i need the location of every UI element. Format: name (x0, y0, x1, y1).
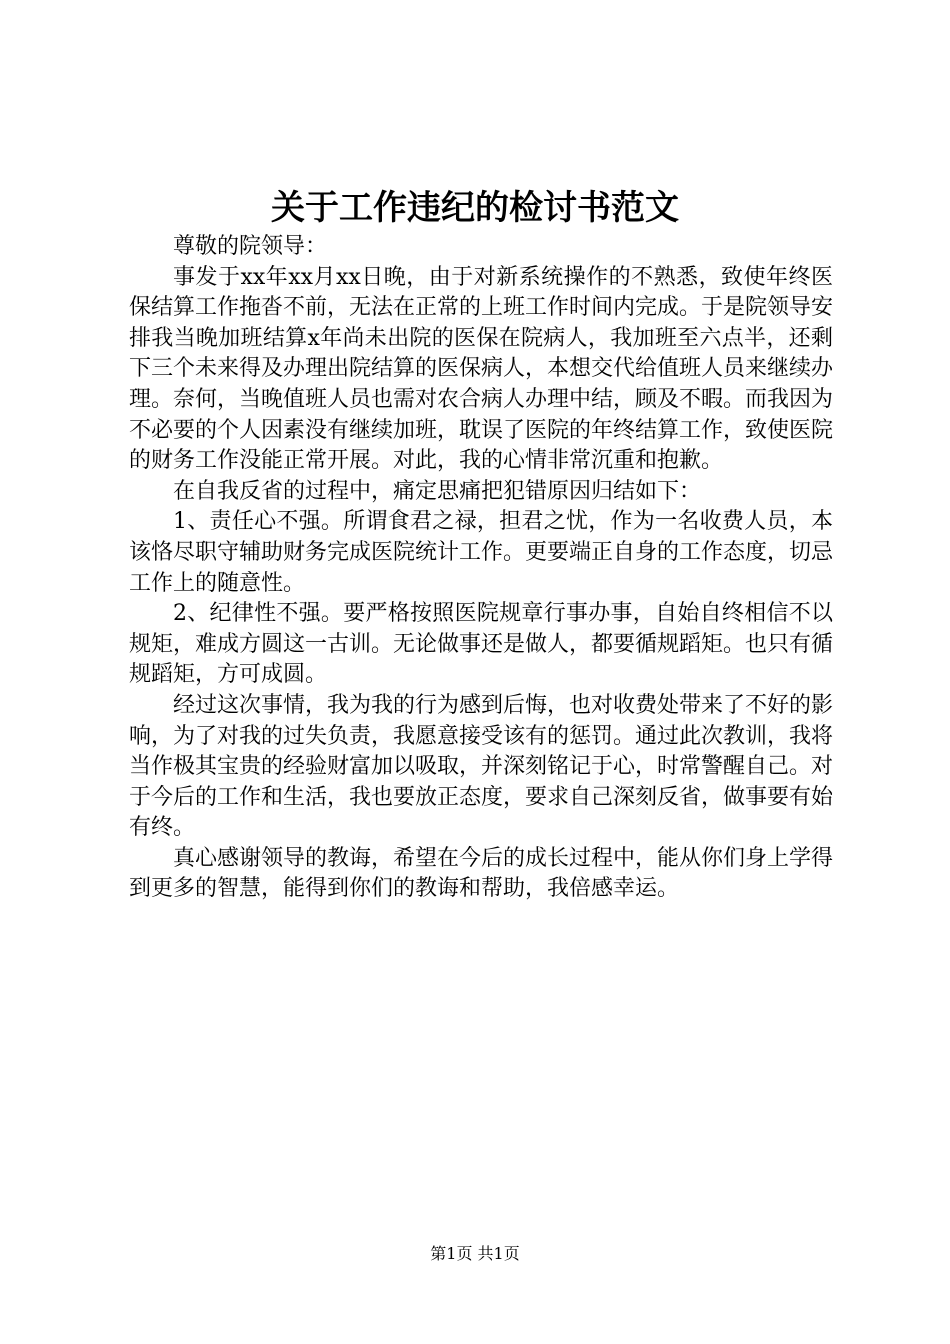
salutation: 尊敬的院领导： (173, 234, 328, 259)
paragraph-commitment: 经过这次事情，我为我的行为感到后悔，也对收费处带来了不好的影响，为了对我的过失负责，我愿意接受该有的惩罚。通过此次教训，我将当作极其宝贵的经验财富加以吸取，并深刻铭记于心，时常警醒自己。对于今后的工作和生活，我也要放正态度，要求自己深刻反省，做事要有始有终。 (129, 692, 834, 841)
document-title: 关于工作违纪的检讨书范文 (271, 188, 679, 228)
document-body (129, 232, 833, 905)
paragraph-incident: 事发于xx年xx月xx日晚，由于对新系统操作的不熟悉，致使年终医保结算工作拖沓不前，无法在正常的上班工作时间内完成。于是院领导安排我当晚加班结算x年尚未出院的医保在院病人，我加班至六点半，还剩下三个未来得及办理出院结算的医保病人，本想交代给值班人员来继续办理。奈何，当晚值班人员也需对农合病人办理中结，顾及不暇。而我因为不必要的个人因素没有继续加班，耽误了医院的年终结算工作，致使医院的财务工作没能正常开展。对此，我的心情非常沉重和抱歉。 (129, 264, 834, 474)
paragraph-reflection-intro: 在自我反省的过程中，痛定思痛把犯错原因归结如下： (173, 478, 702, 504)
paragraph-thanks: 真心感谢领导的教诲，希望在今后的成长过程中，能从你们身上学得到更多的智慧，能得到你们的教诲和帮助，我倍感幸运。 (129, 845, 834, 902)
list-item-discipline: 2、纪律性不强。要严格按照医院规章行事办事，自始自终相信不以规矩，难成方圆这一古训。无论做事还是做人，都要循规蹈矩。也只有循规蹈矩，方可成圆。 (129, 601, 834, 688)
list-item-responsibility: 1、责任心不强。所谓食君之禄，担君之忧，作为一名收费人员，本该恪尽职守辅助财务完成医院统计工作。更要端正自身的工作态度，切忌工作上的随意性。 (129, 509, 834, 596)
page-number-footer: 第1页 共1页 (430, 1244, 520, 1263)
